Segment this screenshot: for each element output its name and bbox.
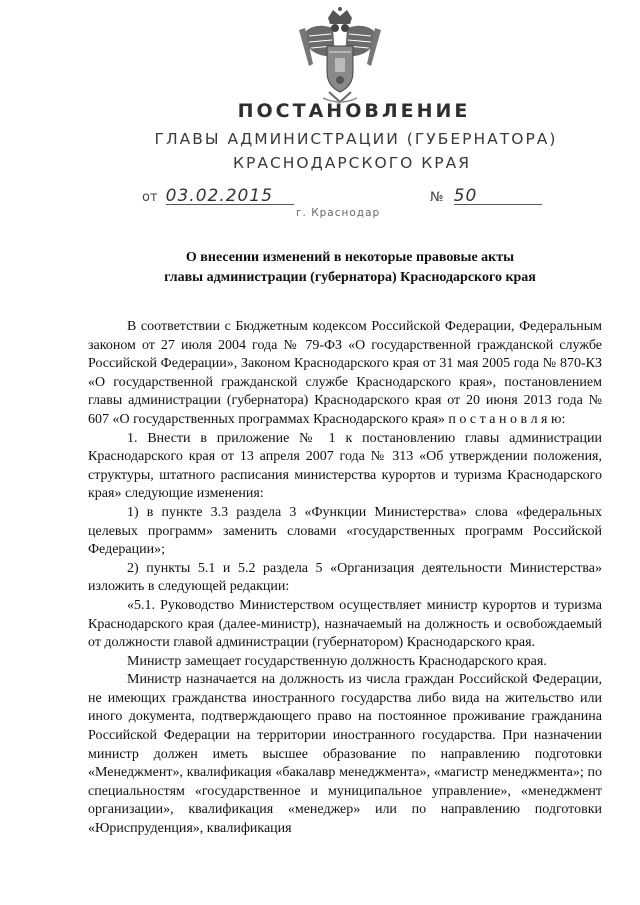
body-paragraph: 1) в пункте 3.3 раздела 3 «Функции Министерства» слова «федеральных целевых программ» заменить словами «государственных программ Российской Федерации»; bbox=[88, 504, 602, 558]
body-paragraph: 2) пункты 5.1 и 5.2 раздела 5 «Организация деятельности Министерства» изложить в следующей редакции: bbox=[88, 560, 602, 595]
body-paragraph: Министр назначается на должность из числа граждан Российской Федерации, не имеющих гражданства иностранного государства либо вида на жительство или иного документа, подтверждающего право на постоянное проживание гражданина Российской Федерации на территории иностранного государства. При назначении министр должен иметь высшее образование по направлению подготовки «Менеджмент», квалификация «бакалавр менеджмента», «магистр менеджмента»; по специальностям «государственное и муниципальное управление», «менеджмент организации», квалификация «менеджер» или по направлению подготовки «Юриспруденция», квалификация bbox=[88, 672, 602, 837]
issuer-heading: ГЛАВЫ АДМИНИСТРАЦИИ (ГУБЕРНАТОРА) bbox=[154, 130, 558, 148]
krasnodar-coat-of-arms-icon bbox=[295, 6, 385, 106]
region-heading: КРАСНОДАРСКОГО КРАЯ bbox=[232, 154, 472, 172]
document-title-line: главы администрации (губернатора) Краснодарского края bbox=[164, 270, 536, 285]
number-field bbox=[430, 188, 542, 205]
document-body bbox=[88, 318, 602, 839]
body-paragraph: В соответствии с Бюджетным кодексом Российской Федерации, Федеральным законом от 27 июля 2004 года № 79-ФЗ «О государственной гражданской службе Российской Федерации», Законом Краснодарского края от 31 мая 2005 года № 870-КЗ «О государственной гражданской службе Краснодарского края», постановлением главы администрации (губернатора) Краснодарского края от 20 июня 2013 года № 607 «О государственных программах Краснодарского края» п о с т а н о в л я ю: bbox=[88, 319, 602, 427]
body-paragraph: «5.1. Руководство Министерством осуществляет министр курортов и туризма Краснодарского края (далее-министр), назначаемый на должность и освобождаемый от должности главой администрации (губернатором) Краснодарского края. bbox=[88, 597, 602, 651]
document-title-line: О внесении изменений в некоторые правовые акты bbox=[185, 250, 515, 265]
document-number: 50 bbox=[454, 188, 542, 205]
issuing-city: г. Краснодар bbox=[296, 207, 381, 219]
body-paragraph: Министр замещает государственную должность Краснодарского края. bbox=[127, 653, 547, 669]
body-paragraph: 1. Внести в приложение № 1 к постановлению главы администрации Краснодарского края от 13 апреля 2007 года № 313 «Об утверждении положения, структуры, штатного расписания министерства курортов и туризма Краснодарского края» следующие изменения: bbox=[88, 430, 602, 502]
number-label: № bbox=[430, 190, 444, 205]
document-type-heading: ПОСТАНОВЛЕНИЕ bbox=[237, 100, 471, 122]
date-label: от bbox=[142, 190, 158, 205]
document-date: 03.02.2015 bbox=[166, 188, 294, 205]
document-title bbox=[120, 248, 580, 288]
date-field bbox=[142, 188, 294, 205]
